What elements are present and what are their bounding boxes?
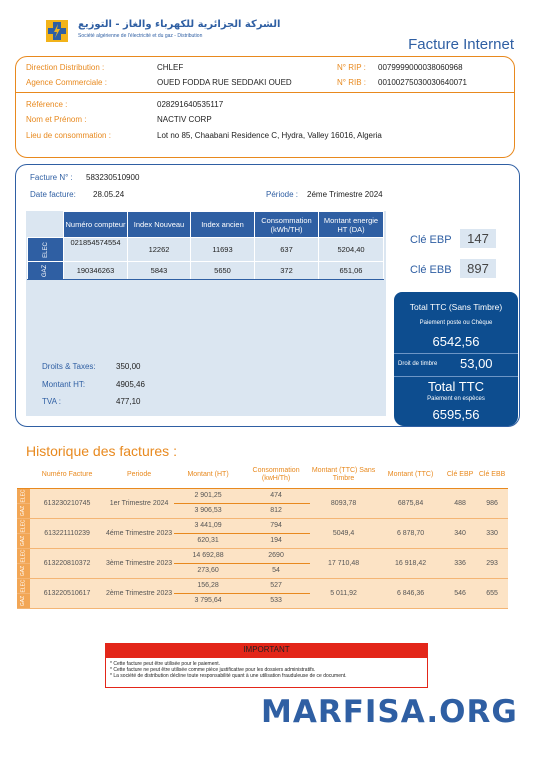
rip-value: 0079999000038060968 [378, 63, 463, 72]
history-ht-elec: 3 441,09 [174, 518, 242, 533]
history-type-gaz: GAZ [17, 533, 30, 548]
important-line: * Cette facture peut être utilisée pour le paiement. [110, 661, 221, 667]
cle-ebb-label: Clé EBB [410, 264, 452, 276]
history-ebb: 986 [476, 488, 508, 518]
cle-ebp-value: 147 [460, 229, 496, 248]
meter-conso: 372 [255, 262, 319, 280]
meter-header-nouveau: Index Nouveau [128, 212, 191, 238]
history-type-gaz: GAZ [17, 503, 30, 518]
timbre-label: Droit de timbre [398, 361, 438, 367]
ht-label: Montant HT: [42, 380, 86, 389]
agence-value: OUED FODDA RUE SEDDAKI OUED [157, 78, 292, 87]
history-conso-gaz: 54 [242, 563, 310, 578]
history-ttc: 6 846,36 [377, 578, 444, 608]
history-conso-elec: 527 [242, 578, 310, 593]
history-numero: 613230210745 [30, 488, 104, 518]
history-ebb: 293 [476, 548, 508, 578]
meter-header-montant: Montant energie HT (DA) [319, 212, 384, 238]
history-ebp: 488 [444, 488, 476, 518]
history-ht-elec: 2 901,25 [174, 488, 242, 503]
history-numero: 613221110239 [30, 518, 104, 548]
direction-label: Direction Distribution : [26, 63, 105, 72]
meter-ancien: 11693 [191, 238, 255, 262]
history-ttc-st: 5049,4 [310, 518, 377, 548]
history-conso-elec: 2690 [242, 548, 310, 563]
history-title: Historique des factures : [26, 443, 177, 459]
history-header-numero: Numéro Facture [30, 462, 104, 488]
facture-label: Facture N° : [30, 173, 73, 182]
meter-type-elec: ELEC [28, 238, 64, 262]
ttc-payment-method: Paiement poste ou Chèque [419, 320, 493, 326]
meter-montant: 5204,40 [319, 238, 384, 262]
table-row [17, 578, 508, 593]
history-numero: 613220510617 [30, 578, 104, 608]
meter-conso: 637 [255, 238, 319, 262]
date-value: 28.05.24 [93, 190, 125, 199]
history-header-conso: Consommation (kwH/Th) [242, 462, 310, 488]
meter-header-compteur: Numéro compteur [64, 212, 128, 238]
company-logo-icon [46, 20, 68, 42]
history-ebp: 336 [444, 548, 476, 578]
history-ebp: 546 [444, 578, 476, 608]
history-ttc: 6 878,70 [377, 518, 444, 548]
meter-montant: 651,06 [319, 262, 384, 280]
rib-label: N° RIB : [337, 78, 366, 87]
history-conso-gaz: 533 [242, 593, 310, 608]
history-ttc-st: 8093,78 [310, 488, 377, 518]
meter-header-ancien: Index ancien [191, 212, 255, 238]
total-ttc-label: Total TTC [427, 379, 485, 394]
history-ttc-st: 5 011,92 [310, 578, 377, 608]
total-ttc-panel [394, 292, 518, 426]
history-ht-gaz: 3 795,64 [174, 593, 242, 608]
history-ttc: 16 918,42 [377, 548, 444, 578]
table-row [17, 548, 508, 563]
important-notice [105, 657, 428, 688]
reference-value: 028291640535117 [157, 100, 224, 109]
total-ttc-amount: 6595,56 [432, 407, 480, 422]
history-header-periode: Periode [104, 462, 174, 488]
meter-compteur: 190346263 [64, 262, 128, 280]
history-numero: 613220810372 [30, 548, 104, 578]
history-header-ttc: Montant (TTC) [377, 462, 444, 488]
history-ebb: 655 [476, 578, 508, 608]
lieu-value: Lot no 85, Chaabani Residence C, Hydra, Valley 16016, Algeria [157, 131, 382, 140]
meter-row-gaz [28, 262, 384, 280]
history-ht-gaz: 3 906,53 [174, 503, 242, 518]
meter-header-conso: Consommation (kWh/TH) [255, 212, 319, 238]
meter-row-elec [28, 238, 384, 262]
history-type-elec: ELEC [17, 578, 30, 593]
rib-value: 00100275030030640071 [378, 78, 467, 87]
droits-value: 350,00 [116, 362, 141, 371]
meter-type-gaz: GAZ [28, 262, 64, 280]
important-header: IMPORTANT [105, 643, 428, 657]
document-title: Facture Internet [408, 36, 514, 53]
history-type-elec: ELEC [17, 518, 30, 533]
info-divider [15, 92, 515, 93]
meter-nouveau: 5843 [128, 262, 191, 280]
history-ht-gaz: 273,60 [174, 563, 242, 578]
cle-ebb-value: 897 [460, 259, 496, 278]
droits-label: Droits & Taxes: [42, 362, 96, 371]
tva-value: 477,10 [116, 397, 141, 406]
lieu-label: Lieu de consommation : [26, 131, 111, 140]
ttc-title: Total TTC (Sans Timbre) [409, 302, 503, 312]
ht-value: 4905,46 [116, 380, 145, 389]
history-ht-elec: 156,28 [174, 578, 242, 593]
meter-compteur: 021854574554 [64, 238, 128, 262]
history-ebp: 340 [444, 518, 476, 548]
agence-label: Agence Commerciale : [26, 78, 107, 87]
history-type-elec: ELEC [17, 548, 30, 563]
reference-label: Référence : [26, 100, 68, 109]
history-header-ht: Montant (HT) [174, 462, 242, 488]
meter-nouveau: 12262 [128, 238, 191, 262]
history-periode: 3ème Trimestre 2023 [104, 548, 174, 578]
history-conso-gaz: 812 [242, 503, 310, 518]
history-ttc-st: 17 710,48 [310, 548, 377, 578]
company-name-french: Société algérienne de l'électricité et du gaz - Distribution [78, 33, 203, 39]
history-table [17, 462, 508, 609]
brand-watermark: MARFISA.ORG [261, 694, 518, 730]
history-periode: 1er Trimestre 2024 [104, 488, 174, 518]
meter-table [27, 211, 384, 280]
history-periode: 2ème Trimestre 2023 [104, 578, 174, 608]
history-header-ebp: Clé EBP [444, 462, 476, 488]
date-label: Date facture: [30, 190, 76, 199]
table-row [17, 518, 508, 533]
history-ht-gaz: 620,31 [174, 533, 242, 548]
history-ebb: 330 [476, 518, 508, 548]
history-conso-elec: 474 [242, 488, 310, 503]
timbre-value: 53,00 [460, 356, 493, 371]
table-row [17, 488, 508, 503]
meter-ancien: 5650 [191, 262, 255, 280]
nom-value: NACTIV CORP [157, 115, 212, 124]
rip-label: N° RIP : [337, 63, 366, 72]
cle-ebp-label: Clé EBP [410, 234, 452, 246]
periode-label: Période : [266, 190, 299, 199]
tva-label: TVA : [42, 397, 61, 406]
history-conso-elec: 794 [242, 518, 310, 533]
history-ttc: 6875,84 [377, 488, 444, 518]
important-line: * La société de distribution décline toute responsabilité quant à une utilisation frauduleuse de ce document. [110, 673, 347, 679]
facture-value: 583230510900 [86, 173, 140, 182]
total-ttc-payment-method: Paiement en espèces [427, 396, 485, 402]
history-ht-elec: 14 692,88 [174, 548, 242, 563]
important-line: * Cette facture ne peut être utilisée comme pièce justificative pour les dossiers administratifs. [110, 667, 316, 673]
history-header-ebb: Clé EBB [476, 462, 508, 488]
nom-label: Nom et Prénom : [26, 115, 87, 124]
history-type-elec: ELEC [17, 488, 30, 503]
history-type-gaz: GAZ [17, 593, 30, 608]
company-name-arabic: الشركة الجزائرية للكهرباء والغاز - التوزيع [78, 19, 281, 30]
history-periode: 4éme Trimestre 2023 [104, 518, 174, 548]
history-header-ttc-st: Montant (TTC) Sans Timbre [310, 462, 377, 488]
periode-value: 2éme Trimestre 2024 [307, 190, 383, 199]
history-conso-gaz: 194 [242, 533, 310, 548]
direction-value: CHLEF [157, 63, 184, 72]
history-type-gaz: GAZ [17, 563, 30, 578]
ttc-amount: 6542,56 [432, 334, 480, 349]
